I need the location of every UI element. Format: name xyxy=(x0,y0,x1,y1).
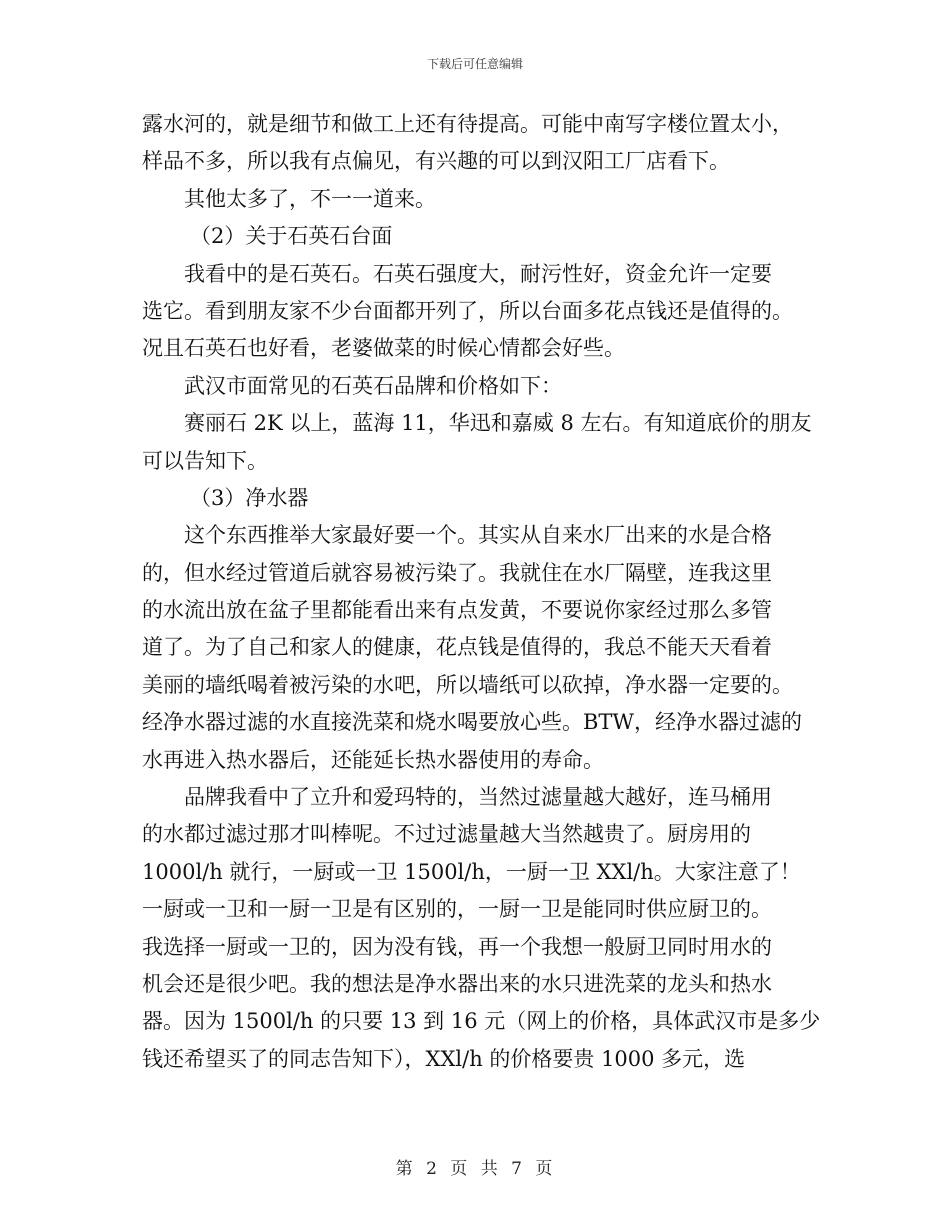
text-line: 道了。为了自己和家人的健康，花点钱是值得的，我总不能天天看着 xyxy=(142,635,772,660)
text-line: 我选择一厨或一卫的，因为没有钱，再一个我想一般厨卫同时用水的 xyxy=(142,934,772,959)
text-line: 我看中的是石英石。石英石强度大，耐污性好，资金允许一定要 xyxy=(184,261,772,286)
text-line: 器。因为 1500l/h 的只要 13 到 16 元（网上的价格，具体武汉市是多少 xyxy=(142,1009,821,1034)
text-line: 样品不多，所以我有点偏见，有兴趣的可以到汉阳工厂店看下。 xyxy=(142,149,730,174)
text-line: 水再进入热水器后，还能延长热水器使用的寿命。 xyxy=(142,747,604,772)
text-line: 的水流出放在盆子里都能看出来有点发黄，不要说你家经过那么多管 xyxy=(142,598,772,623)
text-line: 这个东西推举大家最好要一个。其实从自来水厂出来的水是合格 xyxy=(184,523,772,548)
section-heading: （3）净水器 xyxy=(190,485,309,510)
text-line: 的，但水经过管道后就容易被污染了。我就住在水厂隔壁，连我这里 xyxy=(142,560,772,585)
page-header: 下载后可任意编辑 xyxy=(426,57,523,71)
text-line: 选它。看到朋友家不少台面都开列了，所以台面多花点钱还是值得的。 xyxy=(142,298,793,323)
text-line: 品牌我看中了立升和爱玛特的，当然过滤量越大越好，连马桶用 xyxy=(184,785,772,810)
text-line: 露水河的，就是细节和做工上还有待提高。可能中南写字楼位置太小， xyxy=(142,112,793,136)
text-line: 武汉市面常见的石英石品牌和价格如下： xyxy=(184,373,562,398)
text-line: 的水都过滤过那才叫棒呢。不过过滤量越大当然越贵了。厨房用的 xyxy=(142,822,751,847)
text-line: 美丽的墙纸喝着被污染的水吧，所以墙纸可以砍掉，净水器一定要的。 xyxy=(142,672,793,697)
document-body xyxy=(142,106,821,1078)
text-line: 经净水器过滤的水直接洗菜和烧水喝要放心些。BTW，经净水器过滤的 xyxy=(142,710,803,735)
text-line: 其他太多了，不一一道来。 xyxy=(184,186,436,211)
text-line: 机会还是很少吧。我的想法是净水器出来的水只进洗菜的龙头和热水 xyxy=(142,971,772,996)
text-line: 况且石英石也好看，老婆做菜的时候心情都会好些。 xyxy=(142,336,625,361)
text-line: 一厨或一卫和一厨一卫是有区别的，一厨一卫是能同时供应厨卫的。 xyxy=(142,897,772,922)
text-line: 钱还希望买了的同志告知下），XXl/h 的价格要贵 1000 多元，选 xyxy=(142,1046,746,1071)
section-heading: （2）关于石英石台面 xyxy=(190,224,393,249)
page-number: 第 2 页 共 7 页 xyxy=(395,1159,555,1179)
text-line: 可以告知下。 xyxy=(142,448,268,473)
text-line: 赛丽石 2K 以上，蓝海 11，华迅和嘉威 8 左右。有知道底价的朋友 xyxy=(184,411,812,436)
text-line: 1000l/h 就行，一厨或一卫 1500l/h，一厨一卫 XXl/h。大家注意了！ xyxy=(142,859,801,884)
